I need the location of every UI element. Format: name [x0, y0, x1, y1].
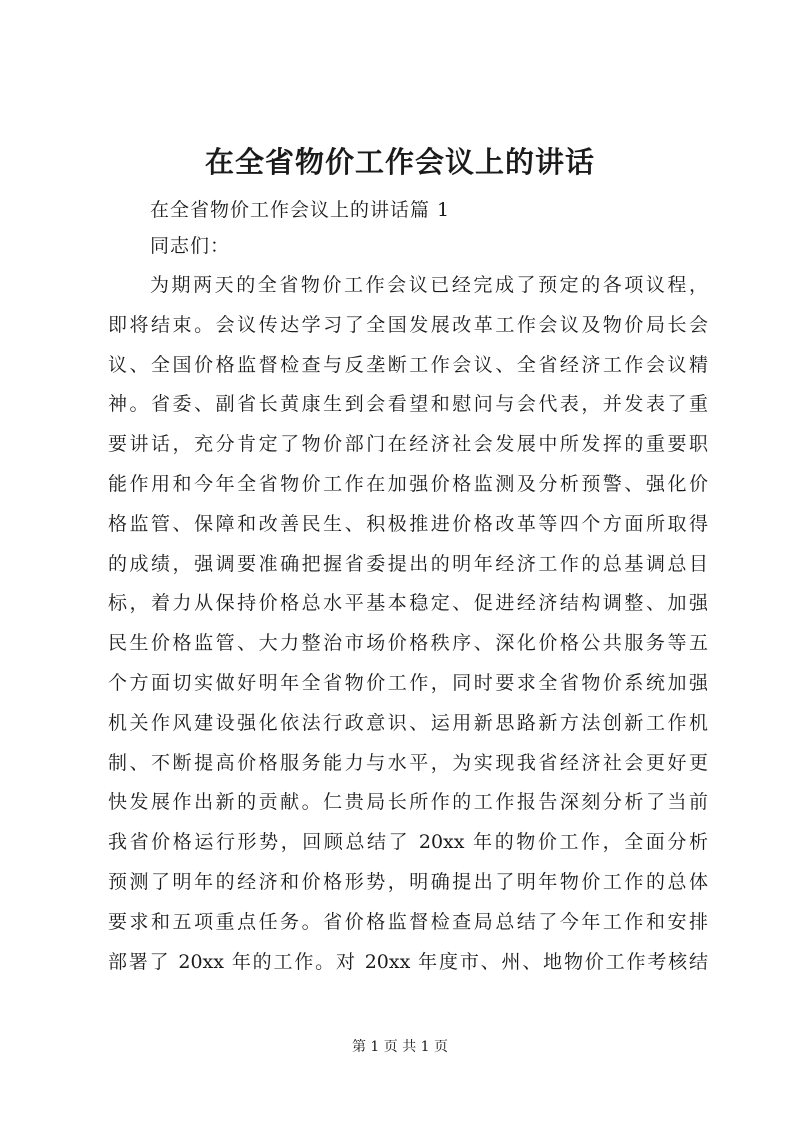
body-line: 能作用和今年全省物价工作在加强价格监测及分析预警、强化价	[108, 472, 708, 495]
body-line: 标，着力从保持价格总水平基本稳定、促进经济结构调整、加强	[108, 592, 708, 615]
document-subtitle: 在全省物价工作会议上的讲话篇 1	[150, 199, 451, 221]
body-line: 民生价格监管、大力整治市场价格秩序、深化价格公共服务等五	[108, 632, 708, 655]
greeting: 同志们：	[150, 235, 231, 257]
body-line: 个方面切实做好明年全省物价工作，同时要求全省物价系统加强	[108, 671, 708, 694]
body-line: 要讲话，充分肯定了物价部门在经济社会发展中所发挥的重要职	[108, 433, 708, 456]
body-line: 格监管、保障和改善民生、积极推进价格改革等四个方面所取得	[108, 512, 708, 535]
body-line: 为期两天的全省物价工作会议已经完成了预定的各项议程，	[150, 274, 708, 296]
body-line: 快发展作出新的贡献。仁贵局长所作的工作报告深刻分析了当前	[108, 791, 708, 814]
body-line: 制、不断提高价格服务能力与水平，为实现我省经济社会更好更	[108, 751, 708, 774]
document-title: 在全省物价工作会议上的讲话	[204, 145, 595, 179]
body-paragraph	[108, 266, 708, 982]
body-line: 要求和五项重点任务。省价格监督检查局总结了今年工作和安排	[108, 910, 708, 933]
body-line: 预测了明年的经济和价格形势，明确提出了明年物价工作的总体	[108, 870, 708, 893]
body-line: 即将结束。会议传达学习了全国发展改革工作会议及物价局长会	[108, 313, 708, 336]
body-line: 我省价格运行形势，回顾总结了 20xx 年的物价工作，全面分析	[108, 831, 708, 854]
body-line: 机关作风建设强化依法行政意识、运用新思路新方法创新工作机	[108, 711, 708, 734]
page-footer: 第 1 页 共 1 页	[351, 1039, 449, 1055]
body-line: 神。省委、副省长黄康生到会看望和慰问与会代表，并发表了重	[108, 393, 708, 416]
body-line: 的成绩，强调要准确把握省委提出的明年经济工作的总基调总目	[108, 552, 708, 575]
body-line: 议、全国价格监督检查与反垄断工作会议、全省经济工作会议精	[108, 353, 708, 376]
body-line: 部署了 20xx 年的工作。对 20xx 年度市、州、地物价工作考核结	[108, 950, 708, 973]
